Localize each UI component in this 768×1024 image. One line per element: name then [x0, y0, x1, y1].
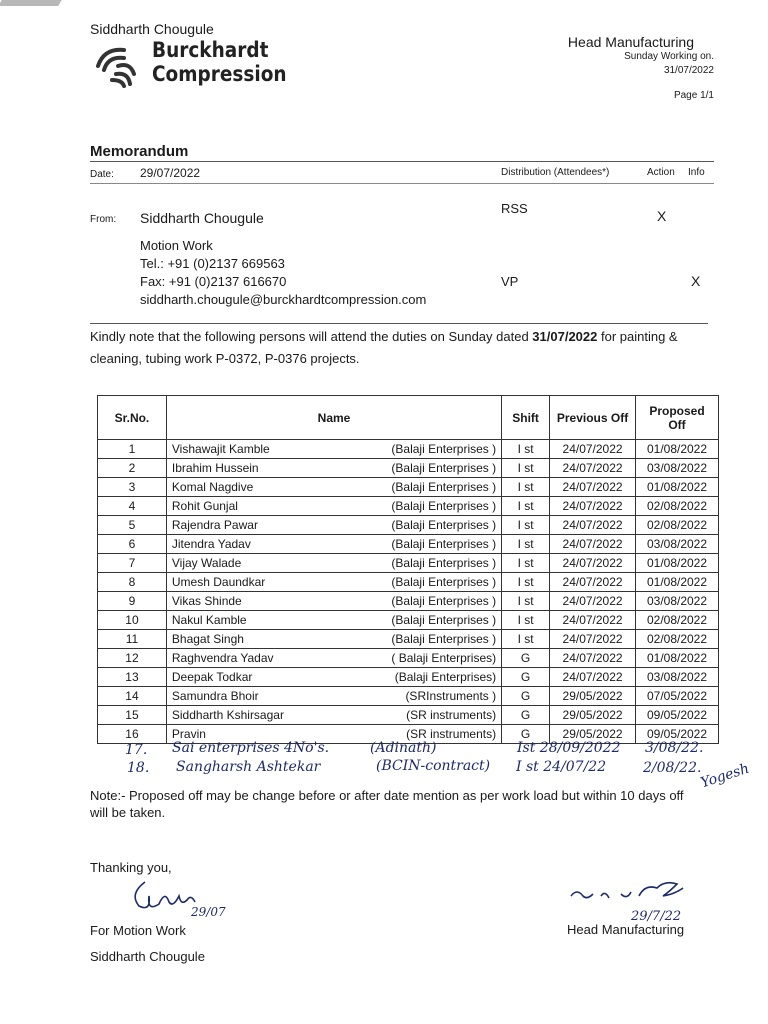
cell-previous-off: 24/07/2022: [550, 573, 636, 592]
cell-sr: 7: [98, 554, 167, 573]
cell-org: ( Balaji Enterprises): [391, 651, 497, 665]
cell-person: Siddharth Kshirsagar: [171, 708, 284, 722]
cell-name: [166, 573, 501, 592]
cell-previous-off: 24/07/2022: [550, 649, 636, 668]
hw-row18-prev: I st 24/07/22: [516, 759, 607, 775]
from-fax: Fax: +91 (0)2137 616670: [140, 274, 287, 289]
scan-mark: [0, 0, 62, 6]
cell-org: (Balaji Enterprises ): [391, 499, 497, 513]
cell-person: Rohit Gunjal: [171, 499, 238, 513]
thanks-text: Thanking you,: [90, 860, 172, 875]
cell-proposed-off: 09/05/2022: [636, 725, 719, 744]
cell-org: (SR instruments): [406, 727, 497, 741]
info-mark: X: [691, 273, 701, 289]
cell-person: Samundra Bhoir: [171, 689, 259, 703]
intro-date: 31/07/2022: [532, 329, 598, 344]
cell-name: [166, 535, 501, 554]
col-previous-off: Previous Off: [550, 396, 636, 440]
cell-person: Vijay Walade: [171, 556, 242, 570]
date-label: Date:: [90, 169, 114, 180]
table-row: [98, 478, 719, 497]
cell-previous-off: 24/07/2022: [550, 592, 636, 611]
cell-sr: 5: [98, 516, 167, 535]
cell-sr: 10: [98, 611, 167, 630]
cell-org: (Balaji Enterprises ): [391, 461, 497, 475]
cell-proposed-off: 03/08/2022: [636, 459, 719, 478]
col-shift: Shift: [502, 396, 550, 440]
cell-shift: G: [502, 649, 550, 668]
distribution-rss: RSS: [501, 201, 528, 216]
cell-previous-off: 24/07/2022: [550, 440, 636, 459]
cell-proposed-off: 03/08/2022: [636, 668, 719, 687]
header-person: Siddharth Chougule: [90, 21, 214, 37]
signature-left: [125, 872, 235, 920]
cell-proposed-off: 09/05/2022: [636, 706, 719, 725]
cell-person: Vishawajit Kamble: [171, 442, 270, 456]
cell-shift: I st: [502, 478, 550, 497]
cell-org: (Balaji Enterprises ): [391, 575, 497, 589]
table-body: [98, 440, 719, 744]
hw-row17-prev: Ist 28/09/2022: [517, 740, 621, 756]
cell-name: [166, 630, 501, 649]
cell-previous-off: 24/07/2022: [550, 497, 636, 516]
action-mark: X: [657, 208, 667, 224]
note-text: Note:- Proposed off may be change before or after date mention as per work load but within 10 days off will be taken.: [90, 788, 684, 820]
cell-sr: 14: [98, 687, 167, 706]
for-line: For Motion Work: [90, 923, 186, 938]
distribution-label: Distribution (Attendees*): [501, 167, 610, 178]
cell-previous-off: 24/07/2022: [550, 459, 636, 478]
col-sr: Sr.No.: [98, 396, 167, 440]
cell-shift: I st: [502, 440, 550, 459]
cell-name: [166, 706, 501, 725]
table-row: [98, 440, 719, 459]
col-name: Name: [166, 396, 501, 440]
cell-shift: I st: [502, 611, 550, 630]
cell-person: Bhagat Singh: [171, 632, 244, 646]
action-label: Action: [647, 167, 675, 178]
cell-proposed-off: 01/08/2022: [636, 440, 719, 459]
company-logo-text: [152, 38, 287, 86]
table-row: [98, 497, 719, 516]
cell-previous-off: 24/07/2022: [550, 630, 636, 649]
cell-org: (Balaji Enterprises ): [391, 480, 497, 494]
cell-person: Vikas Shinde: [171, 594, 242, 608]
cell-shift: I st: [502, 497, 550, 516]
signature-left-date: 29/07: [191, 905, 226, 919]
signature-right: [565, 870, 715, 924]
from-tel: Tel.: +91 (0)2137 669563: [140, 256, 285, 271]
table-row: [98, 630, 719, 649]
cell-sr: 8: [98, 573, 167, 592]
cell-shift: I st: [502, 630, 550, 649]
cell-org: (Balaji Enterprises ): [391, 442, 497, 456]
cell-previous-off: 24/07/2022: [550, 554, 636, 573]
cell-org: (Balaji Enterprises ): [391, 518, 497, 532]
cell-name: [166, 554, 501, 573]
divider: [90, 161, 714, 162]
header-subtitle-2: 31/07/2022: [663, 65, 714, 76]
cell-person: Nakul Kamble: [171, 613, 247, 627]
cell-name: [166, 516, 501, 535]
cell-name: [166, 478, 501, 497]
intro-paragraph: [90, 326, 690, 370]
cell-previous-off: 24/07/2022: [550, 668, 636, 687]
from-label: From:: [90, 214, 117, 225]
cell-shift: G: [502, 687, 550, 706]
cell-org: (Balaji Enterprises ): [391, 613, 497, 627]
distribution-vp: VP: [501, 274, 519, 289]
cell-person: Raghvendra Yadav: [171, 651, 274, 665]
hw-row17-no: 17.: [125, 742, 148, 758]
cell-person: Jitendra Yadav: [171, 537, 251, 551]
cell-org: (Balaji Enterprises ): [391, 594, 497, 608]
hw-row18-prop: 2/08/22.: [643, 760, 702, 776]
from-name: Siddharth Chougule: [140, 210, 264, 226]
table-row: [98, 554, 719, 573]
cell-previous-off: 29/05/2022: [550, 706, 636, 725]
cell-sr: 12: [98, 649, 167, 668]
cell-shift: G: [502, 706, 550, 725]
divider: [90, 183, 714, 184]
cell-person: Komal Nagdive: [171, 480, 254, 494]
signature-right-date: 29/7/22: [631, 909, 682, 924]
cell-proposed-off: 07/05/2022: [636, 687, 719, 706]
table-row: [98, 668, 719, 687]
info-label: Info: [688, 167, 705, 178]
cell-shift: I st: [502, 592, 550, 611]
table-row: [98, 459, 719, 478]
company-logo-icon: [90, 40, 146, 88]
cell-proposed-off: 02/08/2022: [636, 630, 719, 649]
header-dept: Head Manufacturing: [567, 34, 694, 50]
table-row: [98, 611, 719, 630]
logo-line-1: Burckhardt: [152, 38, 269, 62]
footer-hm: Head Manufacturing: [567, 922, 685, 937]
cell-org: (Balaji Enterprises ): [391, 556, 497, 570]
cell-shift: I st: [502, 554, 550, 573]
cell-proposed-off: 01/08/2022: [636, 573, 719, 592]
cell-previous-off: 24/07/2022: [550, 535, 636, 554]
header-subtitle: [624, 50, 714, 78]
cell-previous-off: 29/05/2022: [550, 687, 636, 706]
cell-org: (Balaji Enterprises ): [391, 537, 497, 551]
cell-person: Ibrahim Hussein: [171, 461, 259, 475]
cell-name: [166, 440, 501, 459]
cell-proposed-off: 02/08/2022: [636, 611, 719, 630]
cell-previous-off: 24/07/2022: [550, 478, 636, 497]
cell-person: Pravin: [171, 727, 206, 741]
memo-title: Memorandum: [90, 143, 189, 160]
cell-previous-off: 29/05/2022: [550, 725, 636, 744]
header-subtitle-1: Sunday Working on.: [624, 51, 714, 62]
cell-proposed-off: 02/08/2022: [636, 497, 719, 516]
attendee-table: [97, 395, 719, 744]
cell-sr: 4: [98, 497, 167, 516]
margin-signature: Yogesh: [698, 760, 752, 792]
cell-shift: G: [502, 725, 550, 744]
cell-shift: I st: [502, 535, 550, 554]
divider: [90, 323, 708, 324]
logo-line-2: Compression: [152, 62, 287, 86]
cell-sr: 2: [98, 459, 167, 478]
cell-org: (SR instruments): [406, 708, 497, 722]
cell-previous-off: 24/07/2022: [550, 611, 636, 630]
cell-org: (Balaji Enterprises ): [391, 632, 497, 646]
hw-row17-prop: 3/08/22.: [645, 740, 704, 756]
hw-row18-org: (BCIN-contract): [376, 758, 491, 774]
cell-name: [166, 497, 501, 516]
cell-sr: 15: [98, 706, 167, 725]
cell-sr: 16: [98, 725, 167, 744]
cell-org: (SRInstruments ): [405, 689, 497, 703]
col-proposed-off: Proposed Off: [636, 396, 719, 440]
intro-text-1: Kindly note that the following persons will attend the duties on Sunday dated: [90, 329, 533, 344]
cell-sr: 13: [98, 668, 167, 687]
from-dept: Motion Work: [140, 238, 213, 253]
table-row: [98, 687, 719, 706]
table-row: [98, 706, 719, 725]
cell-shift: G: [502, 668, 550, 687]
cell-name: [166, 668, 501, 687]
table-row: [98, 535, 719, 554]
cell-person: Umesh Daundkar: [171, 575, 266, 589]
hw-row18-no: 18.: [127, 760, 150, 776]
cell-proposed-off: 01/08/2022: [636, 478, 719, 497]
date-value: 29/07/2022: [140, 166, 201, 180]
cell-name: [166, 687, 501, 706]
table-row: [98, 649, 719, 668]
cell-sr: 1: [98, 440, 167, 459]
cell-proposed-off: 03/08/2022: [636, 535, 719, 554]
cell-name: [166, 459, 501, 478]
hw-row18-name: Sangharsh Ashtekar: [176, 759, 321, 775]
cell-person: Deepak Todkar: [171, 670, 253, 684]
from-contact: [140, 237, 426, 309]
cell-sr: 9: [98, 592, 167, 611]
table-header-row: [98, 396, 719, 440]
cell-shift: I st: [502, 516, 550, 535]
cell-shift: I st: [502, 459, 550, 478]
cell-name: [166, 611, 501, 630]
cell-person: Rajendra Pawar: [171, 518, 258, 532]
cell-sr: 3: [98, 478, 167, 497]
table-row: [98, 573, 719, 592]
hw-row17-org: (Adinath): [370, 740, 437, 756]
cell-proposed-off: 01/08/2022: [636, 554, 719, 573]
from-email: siddharth.chougule@burckhardtcompression.com: [140, 292, 427, 307]
intro-text-2: for painting & cleaning, tubing work P-0372, P-0376 projects.: [90, 329, 678, 366]
cell-sr: 11: [98, 630, 167, 649]
cell-name: [166, 592, 501, 611]
hw-row17-name: Sai enterprises 4No's.: [172, 740, 330, 756]
cell-sr: 6: [98, 535, 167, 554]
cell-shift: I st: [502, 573, 550, 592]
cell-proposed-off: 03/08/2022: [636, 592, 719, 611]
cell-org: (Balaji Enterprises): [394, 670, 497, 684]
cell-previous-off: 24/07/2022: [550, 516, 636, 535]
table-row: [98, 592, 719, 611]
table-row: [98, 516, 719, 535]
cell-name: [166, 649, 501, 668]
footer-name: Siddharth Chougule: [90, 949, 205, 964]
page-number: Page 1/1: [673, 90, 714, 101]
cell-proposed-off: 01/08/2022: [636, 649, 719, 668]
cell-proposed-off: 02/08/2022: [636, 516, 719, 535]
